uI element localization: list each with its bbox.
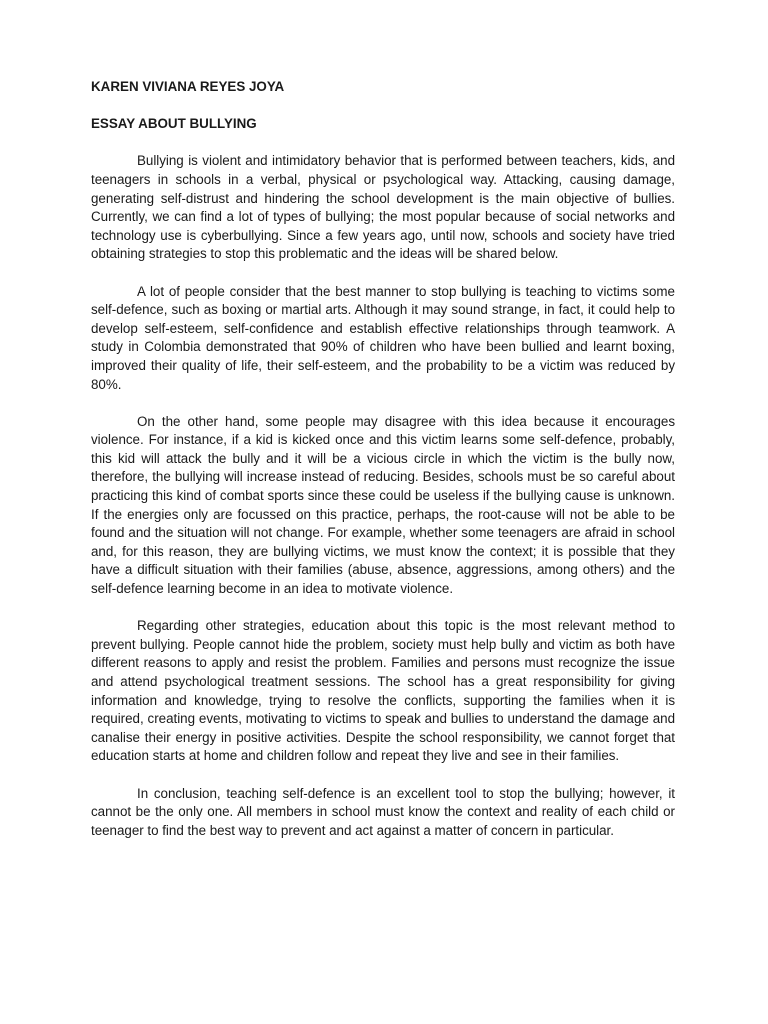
author-name: KAREN VIVIANA REYES JOYA xyxy=(91,79,285,94)
paragraph-counterargument: On the other hand, some people may disagree with this idea because it encourages violence. For instance, if a kid is kicked once and this victim learns some self-defence, probably, this kid will attack the bully and it will be a vicious circle in which the victim is the bully now, therefore, the bullying will increase instead of reducing. Besides, schools must be so careful about practicing this kind of combat sports since these could be useless if the bullying cause is unknown. If the energies only are focussed on this practice, perhaps, the root-cause will not be able to be found and the situation will not change. For example, whether some teenagers are afraid in school and, for this reason, they are bullying victims, we must know the context; it is possible that they have a difficult situation with their families (abuse, absence, aggressions, among others) and the self-defence learning become in an idea to motivate violence. xyxy=(91,413,675,597)
paragraph-conclusion: In conclusion, teaching self-defence is an excellent tool to stop the bullying; however, it cannot be the only one. All members in school must know the context and reality of each child or teenager to find the best way to prevent and act against a matter of concern in particular. xyxy=(91,785,675,838)
paragraph-other-strategies: Regarding other strategies, education about this topic is the most relevant method to prevent bullying. People cannot hide the problem, society must help bully and victim as both have different reasons to apply and resist the problem. Families and persons must recognize the issue and attend psychological treatment sessions. The school has a great responsibility for giving information and knowledge, trying to resolve the conflicts, supporting the families when it is required, creating events, motivating to victims to speak and bullies to understand the damage and canalise their energy in positive activities. Despite the school responsibility, we cannot forget that education starts at home and children follow and repeat they live and see in their families. xyxy=(91,618,675,764)
paragraph-self-defence: A lot of people consider that the best manner to stop bullying is teaching to victims some self-defence, such as boxing or martial arts. Although it may sound strange, in fact, it could help to develop self-esteem, self-confidence and establish effective relationships through teamwork. A study in Colombia demonstrated that 90% of children who have been bullied and learnt boxing, improved their quality of life, their self-esteem, and the probability to be a victim was reduced by 80%. xyxy=(91,283,675,392)
document-page xyxy=(91,78,675,859)
essay-body xyxy=(91,152,675,840)
paragraph-intro: Bullying is violent and intimidatory behavior that is performed between teachers, kids, and teenagers in schools in a verbal, physical or psychological way. Attacking, causing damage, generating self-distrust and hindering the school development is the main objective of bullies. Currently, we can find a lot of types of bullying; the most popular because of social networks and technology use is cyberbullying. Since a few years ago, until now, schools and society have tried obtaining strategies to stop this problematic and the ideas will be shared below. xyxy=(91,153,675,262)
essay-title: ESSAY ABOUT BULLYING xyxy=(91,116,257,132)
